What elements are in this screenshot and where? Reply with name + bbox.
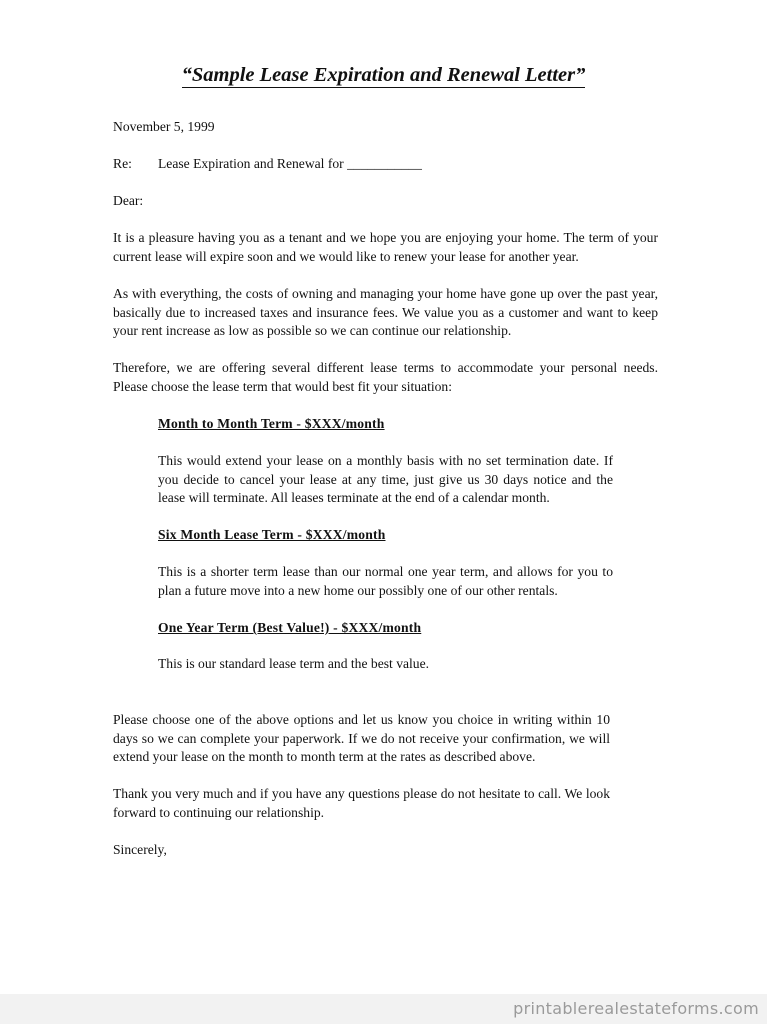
paragraph-thanks: Thank you very much and if you have any questions please do not hesitate to call. We look forward to continuing our relationship. [113,786,610,820]
footer-watermark[interactable]: printablerealestateforms.com [513,999,759,1018]
paragraph-costs: As with everything, the costs of owning and managing your home have gone up over the past year, basically due to increased taxes and insurance fees. We value you as a customer and want to keep your rent increase as low as possible so we can continue our relationship. [113,286,658,339]
paragraph-choose: Please choose one of the above options and let us know you choice in writing within 10 days so we can complete your paperwork. If we do not receive your confirmation, we will extend your lease on the month to month term at the rates as described above. [113,712,610,765]
paragraph-offer: Therefore, we are offering several different lease terms to accommodate your personal needs. Please choose the lease term that would best fit your situation: [113,360,658,394]
footer-bar [0,994,767,1024]
option-heading-one-year: One Year Term (Best Value!) - $XXX/month [158,620,422,635]
option-description-six-month: This is a shorter term lease than our normal one year term, and allows for you to plan a future move into a new home our possibly one of our other rentals. [158,564,613,598]
document-title [0,62,767,88]
re-line [113,155,658,174]
document-title-text: “Sample Lease Expiration and Renewal Letter” [181,64,586,86]
option-description-one-year: This is our standard lease term and the best value. [158,656,430,671]
option-description-month-to-month: This would extend your lease on a monthly basis with no set termination date. If you decide to cancel your lease at any time, just give us 30 days notice and the lease will terminate. All leases terminate at the end of a calendar month. [158,453,613,506]
re-label: Re: [113,156,132,171]
re-text: Lease Expiration and Renewal for ___________ [158,156,422,171]
paragraph-intro: It is a pleasure having you as a tenant and we hope you are enjoying your home. The term of your current lease will expire soon and we would like to renew your lease for another year. [113,230,658,264]
letter-date: November 5, 1999 [113,119,215,134]
salutation: Dear: [113,193,144,208]
closing: Sincerely, [113,842,167,857]
option-heading-six-month: Six Month Lease Term - $XXX/month [158,527,386,542]
option-heading-month-to-month: Month to Month Term - $XXX/month [158,416,385,431]
